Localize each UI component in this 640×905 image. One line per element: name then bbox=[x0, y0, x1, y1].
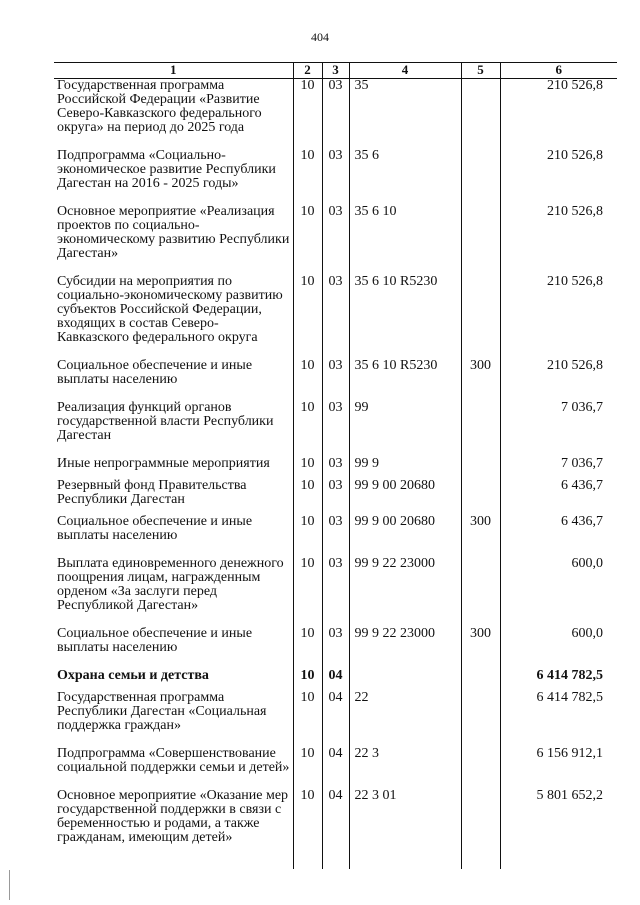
row-expense-type bbox=[461, 479, 500, 515]
row-section: 10 bbox=[293, 275, 322, 359]
row-section: 10 bbox=[293, 557, 322, 627]
row-name: Социальное обеспечение и иные выплаты населению bbox=[57, 626, 253, 655]
empty-cell bbox=[54, 845, 293, 869]
row-name: Социальное обеспечение и иные выплаты населению bbox=[57, 358, 253, 387]
table-row bbox=[54, 457, 617, 479]
row-expense-type bbox=[461, 205, 500, 275]
row-amount: 5 801 652,2 bbox=[500, 789, 617, 845]
row-expense-type bbox=[461, 669, 500, 691]
row-subsection: 04 bbox=[322, 691, 349, 747]
row-section: 10 bbox=[293, 205, 322, 275]
row-section: 10 bbox=[293, 401, 322, 457]
row-target-article: 35 6 10 bbox=[349, 205, 461, 275]
page-number: 404 bbox=[311, 30, 329, 44]
row-target-article: 99 9 22 23000 bbox=[349, 627, 461, 669]
row-amount: 6 156 912,1 bbox=[500, 747, 617, 789]
row-subsection: 03 bbox=[322, 515, 349, 557]
row-amount: 6 414 782,5 bbox=[500, 691, 617, 747]
row-amount: 6 414 782,5 bbox=[500, 669, 617, 691]
row-target-article: 35 6 bbox=[349, 149, 461, 205]
row-section: 10 bbox=[293, 79, 322, 150]
row-subsection: 04 bbox=[322, 669, 349, 691]
row-name: Подпрограмма «Социально-экономическое развитие Республики Дагестан на 2016 - 2025 годы» bbox=[57, 148, 276, 191]
empty-cell bbox=[293, 845, 322, 869]
row-subsection: 03 bbox=[322, 205, 349, 275]
row-subsection: 03 bbox=[322, 79, 349, 150]
empty-cell bbox=[322, 845, 349, 869]
budget-table bbox=[54, 62, 617, 869]
row-subsection: 03 bbox=[322, 359, 349, 401]
table-row bbox=[54, 557, 617, 627]
row-target-article: 99 9 00 20680 bbox=[349, 479, 461, 515]
row-amount: 210 526,8 bbox=[500, 205, 617, 275]
table-row bbox=[54, 401, 617, 457]
row-subsection: 03 bbox=[322, 479, 349, 515]
row-expense-type bbox=[461, 789, 500, 845]
row-target-article: 99 9 22 23000 bbox=[349, 557, 461, 627]
row-name: Субсидии на мероприятия по социально-экономическому развитию субъектов Российской Федерации, входящих в состав Северо-Кавказского федерального округа bbox=[57, 274, 283, 345]
row-section: 10 bbox=[293, 457, 322, 479]
table-header-row bbox=[54, 63, 617, 79]
header-col-6: 6 bbox=[500, 63, 617, 79]
row-target-article: 99 9 bbox=[349, 457, 461, 479]
row-section: 10 bbox=[293, 789, 322, 845]
table-row bbox=[54, 669, 617, 691]
row-expense-type bbox=[461, 747, 500, 789]
row-name: Основное мероприятие «Оказание мер государственной поддержки в связи с беременностью и родами, а также гражданам, имеющим детей» bbox=[57, 788, 289, 845]
scan-edge-mark bbox=[9, 870, 10, 900]
row-expense-type bbox=[461, 401, 500, 457]
row-expense-type bbox=[461, 557, 500, 627]
row-name: Подпрограмма «Совершенствование социальной поддержки семьи и детей» bbox=[57, 746, 290, 775]
row-expense-type: 300 bbox=[461, 359, 500, 401]
row-expense-type bbox=[461, 275, 500, 359]
row-section: 10 bbox=[293, 479, 322, 515]
table-row bbox=[54, 747, 617, 789]
table-row bbox=[54, 691, 617, 747]
row-target-article: 99 9 00 20680 bbox=[349, 515, 461, 557]
row-expense-type: 300 bbox=[461, 627, 500, 669]
row-subsection: 03 bbox=[322, 457, 349, 479]
row-name: Выплата единовременного денежного поощрения лицам, награжденным орденом «За заслуги перед Республикой Дагестан» bbox=[57, 556, 284, 613]
row-subsection: 03 bbox=[322, 149, 349, 205]
row-amount: 6 436,7 bbox=[500, 479, 617, 515]
table-row bbox=[54, 479, 617, 515]
row-amount: 7 036,7 bbox=[500, 457, 617, 479]
row-section: 10 bbox=[293, 515, 322, 557]
header-col-5: 5 bbox=[461, 63, 500, 79]
row-name: Государственная программа Республики Дагестан «Социальная поддержка граждан» bbox=[57, 690, 267, 733]
row-name: Иные непрограммные мероприятия bbox=[57, 456, 270, 471]
row-amount: 210 526,8 bbox=[500, 275, 617, 359]
row-expense-type bbox=[461, 457, 500, 479]
header-col-1: 1 bbox=[54, 63, 293, 79]
header-col-2: 2 bbox=[293, 63, 322, 79]
row-section: 10 bbox=[293, 627, 322, 669]
empty-cell bbox=[349, 845, 461, 869]
row-subsection: 03 bbox=[322, 401, 349, 457]
row-expense-type bbox=[461, 691, 500, 747]
row-subsection: 03 bbox=[322, 275, 349, 359]
row-amount: 600,0 bbox=[500, 627, 617, 669]
header-col-3: 3 bbox=[322, 63, 349, 79]
table-row bbox=[54, 79, 617, 150]
row-amount: 7 036,7 bbox=[500, 401, 617, 457]
row-target-article: 35 6 10 R5230 bbox=[349, 275, 461, 359]
row-target-article: 22 bbox=[349, 691, 461, 747]
table-row bbox=[54, 149, 617, 205]
row-amount: 600,0 bbox=[500, 557, 617, 627]
table-row bbox=[54, 789, 617, 845]
table-filler-row bbox=[54, 845, 617, 869]
row-amount: 210 526,8 bbox=[500, 79, 617, 150]
table-row bbox=[54, 515, 617, 557]
row-name: Реализация функций органов государственной власти Республики Дагестан bbox=[57, 400, 274, 443]
row-subsection: 03 bbox=[322, 627, 349, 669]
row-name: Социальное обеспечение и иные выплаты населению bbox=[57, 514, 253, 543]
row-target-article: 99 bbox=[349, 401, 461, 457]
row-section: 10 bbox=[293, 359, 322, 401]
row-target-article: 35 6 10 R5230 bbox=[349, 359, 461, 401]
row-section: 10 bbox=[293, 669, 322, 691]
row-expense-type bbox=[461, 149, 500, 205]
table-row bbox=[54, 205, 617, 275]
row-name: Основное мероприятие «Реализация проектов по социально-экономическому развитию Республики Дагестан» bbox=[57, 204, 290, 261]
row-section: 10 bbox=[293, 691, 322, 747]
row-amount: 210 526,8 bbox=[500, 359, 617, 401]
row-section: 10 bbox=[293, 149, 322, 205]
row-target-article: 22 3 bbox=[349, 747, 461, 789]
row-section: 10 bbox=[293, 747, 322, 789]
row-name: Охрана семьи и детства bbox=[57, 668, 209, 683]
row-expense-type bbox=[461, 79, 500, 150]
row-name: Резервный фонд Правительства Республики Дагестан bbox=[57, 478, 247, 507]
row-expense-type: 300 bbox=[461, 515, 500, 557]
row-subsection: 03 bbox=[322, 557, 349, 627]
empty-cell bbox=[461, 845, 500, 869]
row-amount: 210 526,8 bbox=[500, 149, 617, 205]
row-target-article: 35 bbox=[349, 79, 461, 150]
table-row bbox=[54, 359, 617, 401]
header-col-4: 4 bbox=[349, 63, 461, 79]
row-target-article bbox=[349, 669, 461, 691]
row-subsection: 04 bbox=[322, 789, 349, 845]
row-amount: 6 436,7 bbox=[500, 515, 617, 557]
table-row bbox=[54, 275, 617, 359]
row-name: Государственная программа Российской Федерации «Развитие Северо-Кавказского федерального округа» на период до 2025 года bbox=[57, 78, 262, 135]
table-row bbox=[54, 627, 617, 669]
empty-cell bbox=[500, 845, 617, 869]
row-subsection: 04 bbox=[322, 747, 349, 789]
row-target-article: 22 3 01 bbox=[349, 789, 461, 845]
